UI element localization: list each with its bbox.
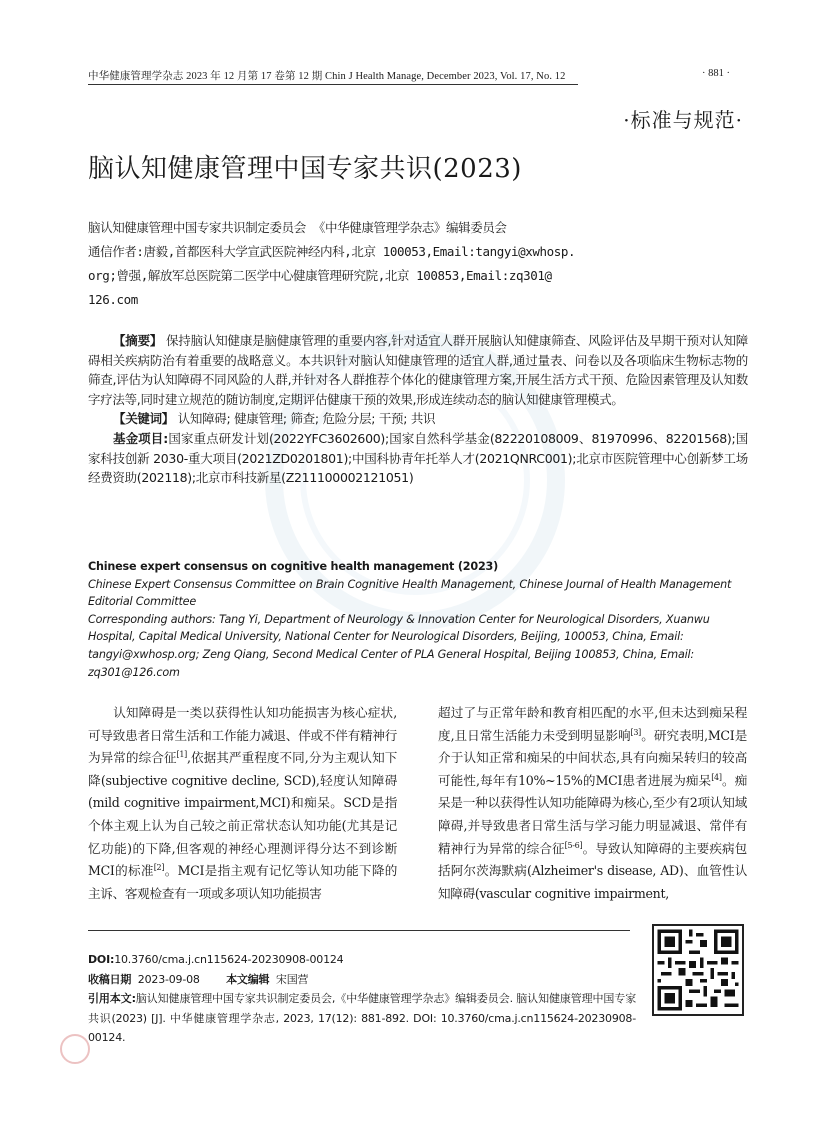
author-line-2: 通信作者:唐毅,首都医科大学宣武医院神经内科,北京 100053,Email:tangyi@xwhosp. xyxy=(88,244,576,259)
reference-mark: [1] xyxy=(176,750,187,759)
body-text: 。研究表明,MCI是介于认知正常和痴呆的中间状态,具有向痴呆转归的较高可能性,每年有10%~15%的MCI患者进展为痴呆 xyxy=(438,727,747,788)
reference-mark: [5-6] xyxy=(564,840,583,850)
funding-label: 基金项目: xyxy=(113,430,168,446)
english-title: Chinese expert consensus on cognitive health management (2023) xyxy=(88,560,499,573)
doi-link[interactable]: 10.3760/cma.j.cn115624-20230908-00124 xyxy=(114,953,344,966)
doi-line xyxy=(88,950,636,970)
keywords-label: 【关键词】 xyxy=(113,411,175,427)
header-divider xyxy=(88,84,578,85)
english-abstract-block xyxy=(88,558,748,681)
received-line xyxy=(88,970,636,990)
column-tag: ·标准与规范· xyxy=(623,108,743,132)
received-label: 收稿日期 xyxy=(88,972,132,986)
body-column-right xyxy=(438,702,747,905)
abstract-text: 保持脑认知健康是脑健康管理的重要内容,针对适宜人群开展脑认知健康筛查、风险评估及早期干预对认知障碍相关疾病防治有着重要的战略意义。本共识针对脑认知健康管理的适宜人群,通过量表、问卷以及各项临床生物标志物的筛查,评估为认知障碍不同风险的人群,并针对各人群推荐个体化的健康管理方案,开展生活方式干预、危险因素管理及认知数字疗法等,同时建立规范的随访制度,定期评估健康干预的效果,形成连续动态的脑认知健康管理模式。 xyxy=(88,333,748,407)
body-paragraph xyxy=(88,702,397,905)
english-committee: Chinese Expert Consensus Committee on Brain Cognitive Health Management, Chinese Journal of Health Management Editorial Committee xyxy=(88,577,732,609)
citation-text: 脑认知健康管理中国专家共识制定委员会,《中华健康管理学杂志》编辑委员会. 脑认知健康管理中国专家共识(2023) [J]. 中华健康管理学杂志, 2023, 17(12): 881-892. DOI: 10.3760/cma.j.cn115624-20230908-00124. xyxy=(88,992,637,1044)
body-text: 。MCI是指主观有记忆等认知功能下降的主诉、客观检查有一项或多项认知功能损害 xyxy=(88,863,397,901)
author-block xyxy=(88,216,748,312)
abstract-label: 【摘要】 xyxy=(113,333,163,348)
editor-label: 本文编辑 xyxy=(226,972,270,986)
body-text: 。导致认知障碍的主要疾病包括阿尔茨海默病(Alzheimer's disease, AD)、血管性认知障碍(vascular cognitive impairment, xyxy=(438,840,747,901)
paper-title: 脑认知健康管理中国专家共识(2023) xyxy=(88,154,522,184)
footnote-block xyxy=(88,950,636,1048)
reference-mark: [2] xyxy=(153,862,165,872)
citation-line xyxy=(88,989,636,1048)
body-text: ,依据其严重程度不同,分为主观认知下降(subjective cognitive decline, SCD),轻度认知障碍(mild cognitive impairment,MCI)和痴呆。SCD是指个体主观上认为自己较之前正常状态认知功能(尤其是记忆功能)的下降,但客观的神经心理测评得分达不到诊断MCI的标准 xyxy=(88,750,398,879)
page-number: · 881 · xyxy=(702,68,730,79)
body-paragraph xyxy=(438,702,747,905)
reference-mark: [4] xyxy=(711,772,722,782)
english-corresponding: Corresponding authors: Tang Yi, Department of Neurology & Innovation Center for Neurological Disorders, Xuanwu Hospital, Capital Medical University, National Center for Neurological Disorders, Beijing, 100053, China, Email: tangyi@xwhosp.org; Zeng Qiang, Second Medical Center of PLA General Hospital, Beijing 100853, China, Email: zq301@126.com xyxy=(88,612,710,679)
author-line-3: org;曾强,解放军总医院第二医学中心健康管理研究院,北京 100853,Email:zq301@ xyxy=(88,268,552,283)
keywords-text: 认知障碍; 健康管理; 筛查; 危险分层; 干预; 共识 xyxy=(177,411,436,427)
citation-label: 引用本文: xyxy=(88,992,136,1005)
keywords-paragraph xyxy=(88,409,748,429)
body-column-left xyxy=(88,702,397,905)
body-text: 超过了与正常年龄和教育相匹配的水平,但未达到痴呆程度,且日常生活能力未受到明显影响 xyxy=(438,705,747,743)
publisher-logo-icon xyxy=(60,1034,90,1064)
funding-text: 国家重点研发计划(2022YFC3602600);国家自然科学基金(82220108009、81970996、82201568);国家科技创新 2030-重大项目(2021ZD0201801);中国科协青年托举人才(2021QNRC001);北京市医院管理中心创新梦工场经费资助(202118);北京市科技新星(Z211100002121051) xyxy=(88,430,748,486)
editor-name: 宋国营 xyxy=(275,972,309,986)
reference-mark: [3] xyxy=(630,727,641,737)
body-text: 认知障碍是一类以获得性认知功能损害为核心症状,可导致患者日常生活和工作能力减退、伴或不伴有精神行为异常的综合征 xyxy=(88,705,397,766)
abstract-paragraph xyxy=(88,331,748,409)
body-text: 。痴呆是一种以获得性认知功能障碍为核心,至少有2项认知域障碍,并导致患者日常生活与学习能力明显减退、常伴有精神行为异常的综合征 xyxy=(438,772,747,856)
received-date: 2023-09-08 xyxy=(137,972,200,986)
qr-code-icon[interactable] xyxy=(652,924,744,1016)
running-head: 中华健康管理学杂志 2023 年 12 月第 17 卷第 12 期 Chin J Health Manage, December 2023, Vol. 17, No. 12 xyxy=(88,71,566,82)
funding-paragraph xyxy=(88,429,748,488)
qr-code-graphic xyxy=(654,926,742,1014)
author-line-4: 126.com xyxy=(88,292,138,307)
abstract-block xyxy=(88,331,748,488)
author-line-1: 脑认知健康管理中国专家共识制定委员会 《中华健康管理学杂志》编辑委员会 xyxy=(88,220,507,235)
footnote-divider xyxy=(88,930,630,931)
doi-label: DOI: xyxy=(88,953,115,966)
